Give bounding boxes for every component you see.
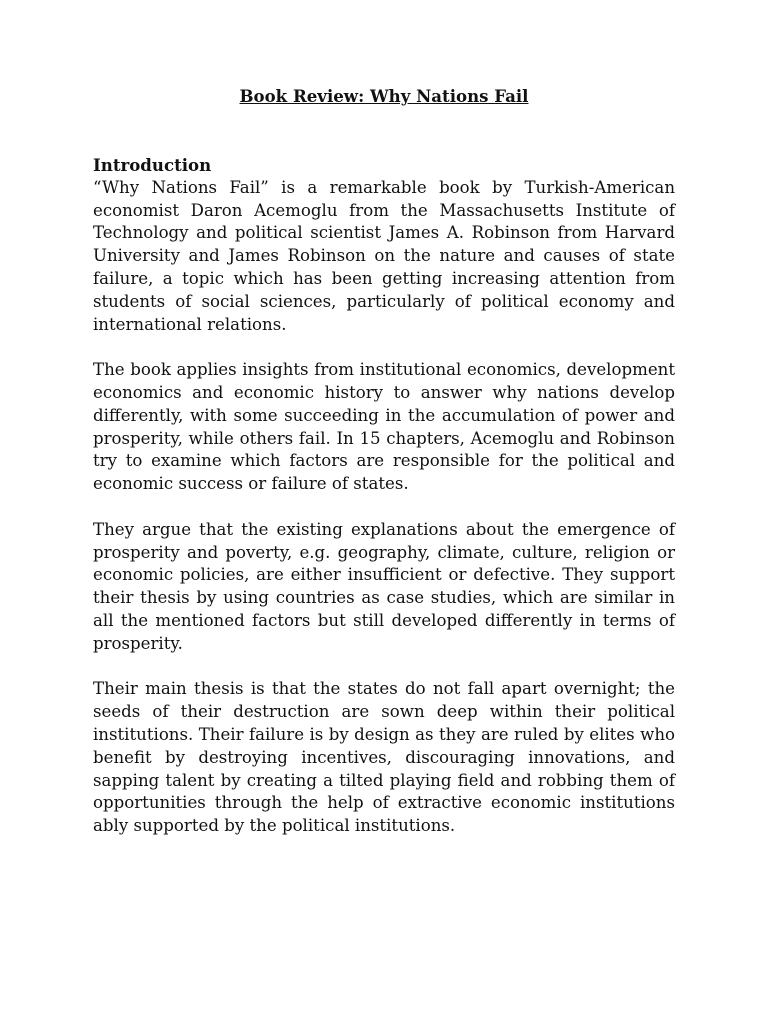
paragraph-3: They argue that the existing explanations about the emergence of prosperity and poverty, e.g. geography, climate, culture, religion or economic policies, are either insufficient or defective. They support their thesis by using countries as case studies, which are similar in all the mentioned factors but still developed differently in terms of prosperity. <box>93 519 675 653</box>
document-page <box>93 85 675 838</box>
document-title: Book Review: Why Nations Fail <box>239 86 529 106</box>
paragraph-2: The book applies insights from institutional economics, development economics and economic history to answer why nations develop differently, with some succeeding in the accumulation of power and prosperity, while others fail. In 15 chapters, Acemoglu and Robinson try to examine which factors are responsible for the political and economic success or failure of states. <box>93 360 675 494</box>
section-heading: Introduction <box>93 155 212 175</box>
paragraph-4: Their main thesis is that the states do not fall apart overnight; the seeds of their destruction are sown deep within their political institutions. Their failure is by design as they are ruled by elites who benefit by destroying incentives, discouraging innovations, and sapping talent by creating a tilted playing field and robbing them of opportunities through the help of extractive economic institutions ably supported by the political institutions. <box>93 679 675 836</box>
paragraph-1: “Why Nations Fail” is a remarkable book by Turkish-American economist Daron Acemoglu from the Massachusetts Institute of Technology and political scientist James A. Robinson from Harvard University and James Robinson on the nature and causes of state failure, a topic which has been getting increasing attention from students of social sciences, particularly of political economy and international relations. <box>93 177 675 334</box>
